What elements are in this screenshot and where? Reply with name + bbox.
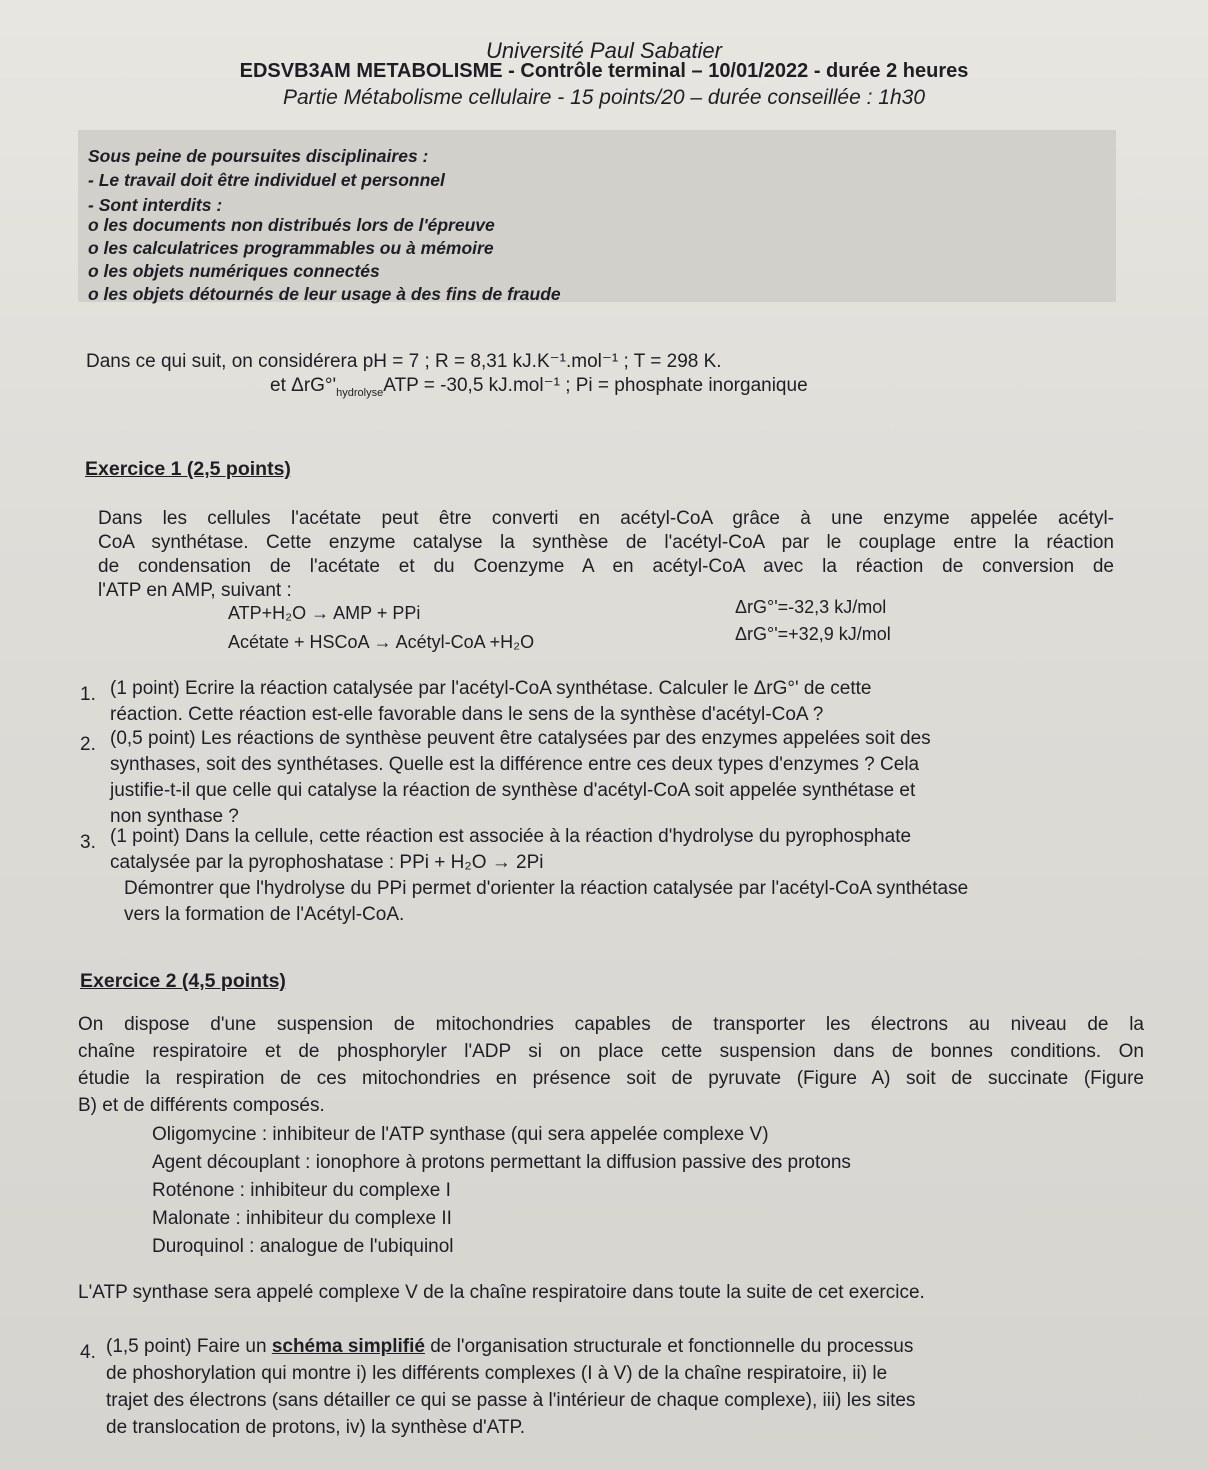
exercise-1-title: Exercice 1 (2,5 points): [85, 458, 291, 480]
question-3-subline: Démontrer que l'hydrolyse du PPi permet d'orienter la réaction catalysée par l'acétyl-CoA synthétase: [124, 878, 969, 899]
question-number: 4.: [80, 1342, 96, 1363]
university-name: Université Paul Sabatier: [485, 38, 722, 63]
question-4-prefix: (1,5 point) Faire un: [106, 1336, 272, 1357]
intro-line: On dispose d'une suspension de mitochondries capables de transporter les électrons au niveau de la: [78, 1014, 1144, 1035]
conditions-dg-prefix: et ΔrG°': [270, 375, 337, 396]
question-4-emphasis: schéma simplifié: [271, 1336, 425, 1357]
reaction-2-dg: ΔrG°'=+32,9 kJ/mol: [735, 624, 891, 644]
warning-item: o les objets détournés de leur usage à des fins de fraude: [88, 284, 561, 304]
intro-line: CoA synthétase. Cette enzyme catalyse la synthèse de l'acétyl-CoA par le couplage entre la réaction: [98, 532, 1114, 553]
intro-line: étudie la respiration de ces mitochondries en présence soit de pyruvate (Figure A) soit de succinate (Figure: [78, 1068, 1144, 1089]
question-4-line: de translocation de protons, iv) la synthèse d'ATP.: [106, 1417, 526, 1438]
question-4-line: trajet des électrons (sans détailler ce qui se passe à l'intérieur de chaque complexe), iii) les sites: [106, 1390, 916, 1411]
reaction-2-equation: Acétate + HSCoA → Acétyl-CoA +H₂O: [228, 632, 535, 652]
exercise-2-intro: [78, 1014, 1144, 1122]
compound-item: Oligomycine : inhibiteur de l'ATP synthase (qui sera appelée complexe V): [152, 1124, 769, 1145]
question-number: 3.: [80, 832, 96, 853]
compound-item: Agent découplant : ionophore à protons permettant la diffusion passive des protons: [152, 1152, 851, 1173]
intro-line: chaîne respiratoire et de phosphoryler l'ADP si on place cette suspension dans de bonnes conditions. On: [78, 1041, 1144, 1062]
warning-line-individual: - Le travail doit être individuel et personnel: [88, 170, 445, 190]
question-2-line: non synthase ?: [110, 806, 239, 827]
question-number: 2.: [80, 734, 96, 755]
conditions-line-1: Dans ce qui suit, on considérera pH = 7 ; R = 8,31 kJ.K⁻¹.mol⁻¹ ; T = 298 K.: [86, 351, 722, 372]
intro-line: de condensation de l'acétate et du Coenzyme A en acétyl-CoA avec la réaction de conversion de: [98, 556, 1114, 577]
exercise-2-title: Exercice 2 (4,5 points): [80, 970, 286, 992]
question-1-line: réaction. Cette réaction est-elle favorable dans le sens de la synthèse d'acétyl-CoA ?: [110, 704, 824, 725]
warning-title: Sous peine de poursuites disciplinaires :: [88, 146, 429, 166]
question-3-subline: vers la formation de l'Acétyl-CoA.: [124, 904, 405, 925]
exercise-2-note: L'ATP synthase sera appelé complexe V de la chaîne respiratoire dans toute la suite de cet exercice.: [78, 1282, 925, 1303]
compound-item: Malonate : inhibiteur du complexe II: [152, 1208, 452, 1229]
conditions-dg-sub: hydrolyse: [336, 386, 384, 399]
intro-line: B) et de différents composés.: [78, 1095, 325, 1116]
conditions-line-2: [270, 374, 808, 399]
question-3-line: (1 point) Dans la cellule, cette réaction est associée à la réaction d'hydrolyse du pyrophosphate: [110, 826, 912, 847]
reaction-1-dg: ΔrG°'=-32,3 kJ/mol: [735, 597, 887, 617]
question-2-line: synthases, soit des synthétases. Quelle est la différence entre ces deux types d'enzymes ? Cela: [110, 754, 920, 775]
warning-line-forbidden: - Sont interdits :: [88, 195, 223, 215]
compound-item: Roténone : inhibiteur du complexe I: [152, 1180, 451, 1201]
question-2-line: (0,5 point) Les réactions de synthèse peuvent être catalysées par des enzymes appelées soit des: [110, 728, 931, 749]
question-1-line: (1 point) Ecrire la réaction catalysée par l'acétyl-CoA synthétase. Calculer le ΔrG°' de cette: [110, 678, 872, 699]
compound-item: Duroquinol : analogue de l'ubiquinol: [152, 1236, 454, 1257]
warning-item: o les documents non distribués lors de l'épreuve: [88, 215, 495, 235]
warning-item: o les calculatrices programmables ou à mémoire: [88, 238, 494, 258]
warning-item: o les objets numériques connectés: [88, 261, 380, 281]
question-3-line: catalysée par la pyrophoshatase : PPi + H₂O → 2Pi: [110, 852, 544, 873]
intro-line: Dans les cellules l'acétate peut être converti en acétyl-CoA grâce à une enzyme appelée acétyl-: [98, 508, 1114, 529]
intro-line: l'ATP en AMP, suivant :: [98, 580, 292, 601]
reaction-1-equation: ATP+H₂O → AMP + PPi: [228, 603, 421, 623]
question-2-line: justifie-t-il que celle qui catalyse la réaction de synthèse d'acétyl-CoA soit appelée synthétase et: [110, 780, 916, 801]
exercise-1-intro: [98, 508, 1114, 604]
question-4-suffix: de l'organisation structurale et fonctionnelle du processus: [424, 1336, 914, 1357]
course-title: EDSVB3AM METABOLISME - Contrôle terminal – 10/01/2022 - durée 2 heures: [239, 60, 969, 82]
part-subtitle: Partie Métabolisme cellulaire - 15 points/20 – durée conseillée : 1h30: [282, 86, 926, 109]
conditions-dg-suffix: ATP = -30,5 kJ.mol⁻¹ ; Pi = phosphate inorganique: [383, 375, 808, 396]
question-number: 1.: [80, 684, 96, 705]
question-4-line: de phoshorylation qui montre i) les différents complexes (I à V) de la chaîne respiratoire, ii) le: [106, 1363, 888, 1384]
question-4-line: [106, 1336, 913, 1358]
